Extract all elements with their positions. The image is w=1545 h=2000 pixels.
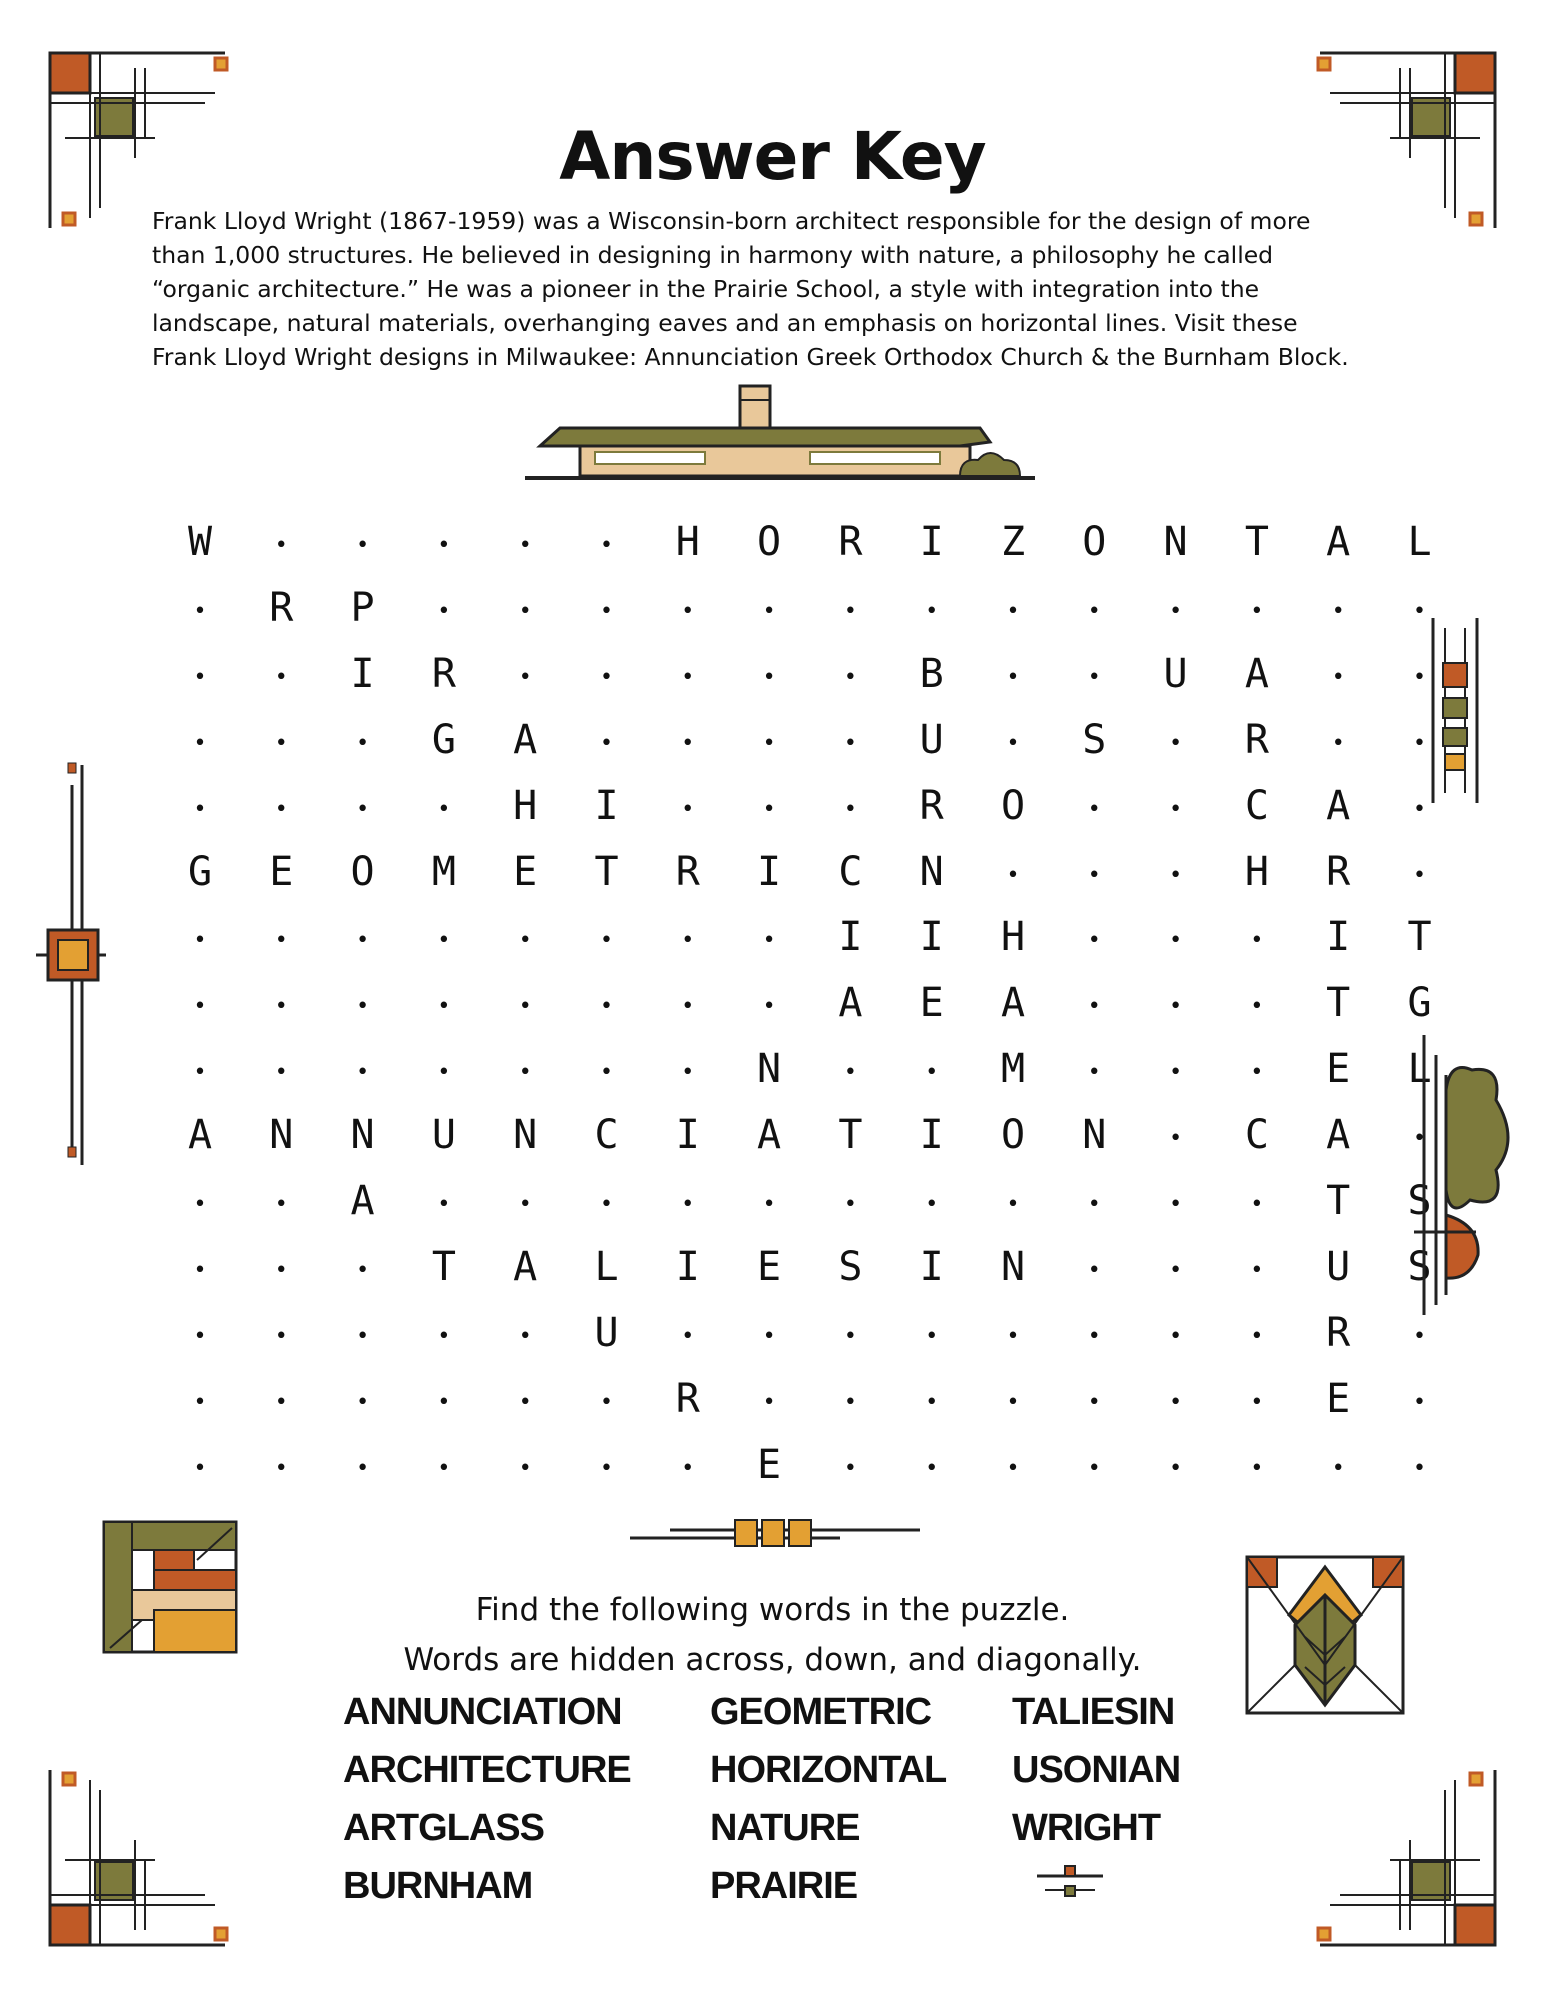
grid-cell: I <box>350 650 375 697</box>
grid-cell: • <box>274 1060 288 1086</box>
grid-cell: N <box>513 1112 538 1159</box>
grid-cell: • <box>681 796 695 822</box>
grid-cell: I <box>919 1243 944 1290</box>
grid-cell: A <box>513 716 538 763</box>
grid-cell: • <box>925 598 939 624</box>
grid-cell: • <box>1412 598 1427 624</box>
grid-cell: • <box>599 664 614 690</box>
grid-cell: • <box>1331 598 1345 624</box>
grid-cell: • <box>193 796 207 822</box>
grid-cell: • <box>1087 796 1101 822</box>
grid-cell: I <box>675 1243 700 1290</box>
grid-cell: • <box>599 598 614 624</box>
grid-cell: • <box>681 1323 695 1349</box>
corner-ornament-top-left <box>45 48 235 238</box>
grid-cell: N <box>350 1112 375 1159</box>
grid-cell: A <box>1326 1112 1351 1159</box>
grid-cell: L <box>594 1243 619 1290</box>
grid-cell: • <box>274 1455 288 1481</box>
grid-cell: • <box>437 928 451 954</box>
grid-cell: E <box>757 1243 782 1290</box>
grid-cell: • <box>1087 928 1101 954</box>
grid-cell: O <box>1000 1112 1026 1159</box>
grid-cell: • <box>1006 1389 1020 1415</box>
grid-cell: • <box>843 730 858 756</box>
grid-cell: I <box>1326 914 1351 961</box>
corner-ornament-bottom-right <box>1310 1760 1500 1950</box>
intro-line: landscape, natural materials, overhanging eaves and an emphasis on horizontal lines. Visit these <box>152 309 1298 337</box>
grid-cell: H <box>513 782 538 829</box>
grid-cell: I <box>919 519 944 565</box>
grid-cell: • <box>1168 928 1183 954</box>
grid-cell: • <box>193 1323 207 1349</box>
grid-cell: • <box>193 1060 207 1086</box>
grid-cell: P <box>350 584 375 631</box>
grid-cell: G <box>1407 980 1432 1027</box>
grid-cell: • <box>437 1323 451 1349</box>
grid-cell: A <box>757 1112 782 1159</box>
grid-cell: • <box>355 796 370 822</box>
grid-cell: • <box>1006 862 1020 888</box>
grid-cell: A <box>187 1112 213 1159</box>
grid-cell: • <box>1412 1126 1427 1152</box>
grid-cell: N <box>1082 1112 1107 1159</box>
grid-cell: O <box>757 519 782 565</box>
left-side-ornament <box>36 755 106 1175</box>
grid-cell: • <box>681 598 695 624</box>
grid-cell: N <box>757 1046 782 1093</box>
grid-cell: A <box>1326 782 1351 829</box>
grid-cell: • <box>1087 994 1101 1020</box>
grid-cell: R <box>431 650 456 697</box>
grid-cell: • <box>1006 1323 1020 1349</box>
grid-cell: • <box>437 533 451 558</box>
grid-cell: R <box>269 584 294 631</box>
grid-cell: • <box>355 1257 370 1283</box>
grid-cell: R <box>1326 1309 1351 1356</box>
grid-cell: • <box>355 1323 370 1349</box>
grid-cell: • <box>193 1192 207 1217</box>
instruction-line: Words are hidden across, down, and diagonally. <box>403 1642 1142 1678</box>
grid-cell: S <box>1082 716 1107 763</box>
grid-cell: • <box>1331 1455 1345 1481</box>
grid-cell: • <box>193 994 207 1020</box>
grid-cell: S <box>838 1243 863 1290</box>
grid-cell: G <box>187 848 213 895</box>
grid-cell: A <box>513 1243 538 1290</box>
grid-cell: E <box>1326 1046 1351 1093</box>
word-list-item: NATURE <box>710 1807 860 1849</box>
grid-cell: • <box>762 796 776 822</box>
grid-cell: • <box>1087 1257 1101 1283</box>
grid-cell: • <box>1250 1323 1264 1349</box>
grid-cell: U <box>1163 650 1188 697</box>
grid-cell: U <box>919 716 944 763</box>
grid-cell: • <box>437 796 451 822</box>
word-list-item: HORIZONTAL <box>710 1749 947 1791</box>
grid-cell: R <box>675 1375 700 1422</box>
grid-cell: • <box>599 1060 614 1086</box>
grid-cell: N <box>269 1112 294 1159</box>
grid-cell: T <box>431 1243 456 1290</box>
grid-cell: • <box>437 1389 451 1415</box>
grid-cell: • <box>1168 598 1183 624</box>
grid-cell: • <box>762 928 776 954</box>
grid-cell: • <box>1087 862 1101 888</box>
grid-cell: • <box>193 1257 207 1283</box>
grid-cell: O <box>1082 519 1107 565</box>
grid-cell: • <box>599 994 614 1020</box>
grid-cell: • <box>1006 730 1020 756</box>
grid-cell: • <box>1087 1192 1101 1217</box>
grid-cell: • <box>355 1455 370 1481</box>
grid-cell: • <box>843 1455 858 1481</box>
grid-cell: • <box>925 1455 939 1481</box>
grid-cell: A <box>350 1178 375 1224</box>
grid-cell: T <box>1326 1178 1351 1224</box>
grid-cell: • <box>925 1192 939 1217</box>
grid-cell: H <box>675 519 700 565</box>
grid-cell: E <box>269 848 294 895</box>
grid-cell: I <box>919 1112 944 1159</box>
grid-cell: • <box>843 796 858 822</box>
grid-cell: • <box>1087 664 1101 690</box>
word-list-item: GEOMETRIC <box>710 1691 932 1733</box>
grid-cell: • <box>1250 994 1264 1020</box>
grid-cell: E <box>513 848 538 895</box>
grid-cell: • <box>1006 1192 1020 1217</box>
grid-cell: M <box>431 848 456 895</box>
grid-cell: B <box>919 650 944 697</box>
grid-cell: • <box>1412 862 1427 888</box>
grid-cell: C <box>838 848 863 895</box>
grid-cell: • <box>1412 730 1427 756</box>
grid-cell: • <box>1412 1389 1427 1415</box>
word-list-item: ARTGLASS <box>343 1807 544 1849</box>
grid-cell: • <box>843 1389 858 1415</box>
grid-cell: • <box>681 1060 695 1086</box>
grid-cell: R <box>1244 716 1269 763</box>
grid-cell: • <box>518 928 532 954</box>
grid-cell: T <box>1244 519 1269 565</box>
grid-cell: • <box>518 994 532 1020</box>
grid-cell: • <box>681 730 695 756</box>
grid-cell: • <box>1168 862 1183 888</box>
grid-cell: N <box>919 848 944 895</box>
grid-cell: • <box>599 1192 614 1217</box>
word-list-item: ANNUNCIATION <box>343 1691 622 1733</box>
grid-cell: • <box>1006 1455 1020 1481</box>
word-list-item: WRIGHT <box>1012 1807 1161 1849</box>
grid-cell: • <box>1087 1060 1101 1086</box>
divider-ornament <box>630 1508 930 1548</box>
grid-cell: • <box>1087 1389 1101 1415</box>
corner-ornament-top-right <box>1310 48 1500 238</box>
grid-cell: • <box>1168 1389 1183 1415</box>
grid-cell: • <box>843 598 858 624</box>
grid-cell: • <box>681 994 695 1020</box>
grid-cell: • <box>1168 1060 1183 1086</box>
grid-cell: • <box>355 994 370 1020</box>
grid-cell: • <box>193 598 207 624</box>
grid-cell: I <box>838 914 863 961</box>
grid-cell: O <box>1000 782 1026 829</box>
word-list-item: BURNHAM <box>343 1865 533 1907</box>
grid-cell: R <box>675 848 700 895</box>
grid-cell: • <box>925 1060 939 1086</box>
grid-cell: • <box>762 1389 776 1415</box>
grid-cell: • <box>1331 664 1345 690</box>
grid-cell: Z <box>1000 519 1026 565</box>
intro-line: Frank Lloyd Wright designs in Milwaukee: Annunciation Greek Orthodox Church & the Burnham Block. <box>152 343 1349 371</box>
grid-cell: • <box>193 928 207 954</box>
grid-cell: L <box>1407 519 1432 565</box>
grid-cell: • <box>355 730 370 756</box>
grid-cell: • <box>274 928 288 954</box>
stained-glass-ornament <box>1245 1555 1405 1715</box>
grid-cell: R <box>1326 848 1351 895</box>
grid-cell: • <box>1250 1060 1264 1086</box>
grid-cell: E <box>757 1441 782 1488</box>
grid-cell: • <box>1250 1192 1264 1217</box>
intro-line: “organic architecture.” He was a pioneer in the Prairie School, a style with integration into the <box>152 275 1260 303</box>
grid-cell: • <box>1168 1192 1183 1217</box>
grid-cell: • <box>681 1192 695 1217</box>
grid-cell: T <box>1326 980 1351 1027</box>
grid-cell: C <box>1244 1112 1269 1159</box>
grid-cell: • <box>681 664 695 690</box>
grid-cell: • <box>518 533 532 558</box>
grid-cell: • <box>355 928 370 954</box>
grid-cell: • <box>925 1389 939 1415</box>
word-list-item: PRAIRIE <box>710 1865 858 1907</box>
grid-cell: • <box>518 1389 532 1415</box>
grid-cell: • <box>1168 1455 1183 1481</box>
grid-cell: • <box>193 1389 207 1415</box>
grid-cell: A <box>838 980 863 1027</box>
grid-cell: • <box>1331 730 1345 756</box>
grid-cell: • <box>193 664 207 690</box>
grid-cell: • <box>518 664 532 690</box>
grid-cell: I <box>757 848 782 895</box>
grid-cell: • <box>681 1455 695 1481</box>
grid-cell: • <box>274 1192 288 1217</box>
grid-cell: O <box>350 848 375 895</box>
instruction-line: Find the following words in the puzzle. <box>475 1592 1070 1628</box>
grid-cell: • <box>1087 1323 1101 1349</box>
grid-cell: • <box>193 730 207 756</box>
grid-cell: • <box>1250 1257 1264 1283</box>
grid-cell: • <box>925 1323 939 1349</box>
grid-cell: • <box>518 1060 532 1086</box>
grid-cell: N <box>1000 1243 1026 1290</box>
grid-cell: H <box>1244 848 1269 895</box>
grid-cell: • <box>1250 598 1264 624</box>
grid-cell: U <box>431 1112 456 1159</box>
grid-cell: • <box>518 1455 532 1481</box>
grid-cell: • <box>355 533 370 558</box>
grid-cell: • <box>762 598 776 624</box>
grid-cell: S <box>1407 1243 1432 1290</box>
grid-cell: • <box>1412 1455 1427 1481</box>
grid-cell: E <box>1326 1375 1351 1422</box>
grid-cell: • <box>1250 1455 1264 1481</box>
grid-cell: R <box>919 782 944 829</box>
grid-cell: • <box>274 533 288 558</box>
grid-cell: • <box>843 1192 858 1217</box>
grid-cell: • <box>1412 1323 1427 1349</box>
grid-cell: • <box>1006 598 1020 624</box>
grid-cell: C <box>594 1112 619 1159</box>
grid-cell: • <box>1087 598 1101 624</box>
grid-cell: • <box>1250 1389 1264 1415</box>
grid-cell: • <box>193 1455 207 1481</box>
grid-cell: M <box>1000 1046 1026 1093</box>
grid-cell: S <box>1407 1178 1432 1224</box>
grid-cell: • <box>599 533 614 558</box>
grid-cell: T <box>594 848 619 895</box>
grid-cell: • <box>762 1192 776 1217</box>
grid-cell: • <box>1412 664 1427 690</box>
grid-cell: W <box>187 519 213 565</box>
grid-cell: I <box>675 1112 700 1159</box>
grid-cell: • <box>762 664 776 690</box>
word-list-item: USONIAN <box>1012 1749 1181 1791</box>
grid-cell: • <box>1168 1323 1183 1349</box>
intro-line: Frank Lloyd Wright (1867-1959) was a Wisconsin-born architect responsible for the design of more <box>152 207 1311 235</box>
grid-cell: H <box>1000 914 1026 961</box>
grid-cell: • <box>274 664 288 690</box>
small-ornament <box>1035 1862 1105 1902</box>
grid-cell: • <box>1168 994 1183 1020</box>
grid-cell: N <box>1163 519 1188 565</box>
grid-cell: • <box>355 1060 370 1086</box>
corner-ornament-bottom-left <box>45 1760 235 1950</box>
grid-cell: • <box>599 1389 614 1415</box>
grid-cell: • <box>437 1060 451 1086</box>
grid-cell: • <box>1087 1455 1101 1481</box>
grid-cell: • <box>274 796 288 822</box>
grid-cell: I <box>919 914 944 961</box>
grid-cell: • <box>274 1389 288 1415</box>
grid-cell: • <box>1168 796 1183 822</box>
grid-cell: A <box>1000 980 1026 1027</box>
grid-cell: L <box>1407 1046 1432 1093</box>
right-tree-ornament <box>1410 1030 1510 1320</box>
grid-cell: C <box>1244 782 1269 829</box>
intro-line: than 1,000 structures. He believed in designing in harmony with nature, a philosophy he called <box>152 241 1274 269</box>
grid-cell: • <box>274 730 288 756</box>
grid-cell: U <box>1326 1243 1351 1290</box>
grid-cell: • <box>762 1323 776 1349</box>
grid-cell: • <box>274 1323 288 1349</box>
grid-cell: • <box>437 598 451 624</box>
grid-cell: • <box>1168 1257 1183 1283</box>
grid-cell: • <box>1250 928 1264 954</box>
grid-cell: • <box>274 1257 288 1283</box>
grid-cell: A <box>1244 650 1269 697</box>
grid-cell: • <box>681 928 695 954</box>
square-tile-ornament <box>102 1520 238 1654</box>
grid-cell: • <box>1168 730 1183 756</box>
right-window-ornament <box>1425 618 1485 808</box>
grid-cell: • <box>1168 1126 1183 1152</box>
grid-cell: • <box>762 994 776 1020</box>
grid-cell: • <box>518 1323 532 1349</box>
grid-cell: • <box>437 994 451 1020</box>
grid-cell: A <box>1326 519 1351 565</box>
word-list-item: ARCHITECTURE <box>343 1749 631 1791</box>
grid-cell: T <box>1407 914 1432 961</box>
grid-cell: • <box>843 1323 858 1349</box>
grid-cell: E <box>919 980 944 1027</box>
grid-cell: • <box>274 994 288 1020</box>
grid-cell: • <box>843 664 858 690</box>
grid-cell: • <box>599 730 614 756</box>
grid-cell: T <box>838 1112 863 1159</box>
grid-cell: U <box>594 1309 619 1356</box>
grid-cell: • <box>518 598 532 624</box>
grid-cell: • <box>599 1455 614 1481</box>
grid-cell: I <box>594 782 619 829</box>
grid-cell: • <box>599 928 614 954</box>
grid-cell: R <box>838 519 863 565</box>
grid-cell: • <box>437 1455 451 1481</box>
grid-cell: • <box>437 1192 451 1217</box>
grid-cell: G <box>431 716 456 763</box>
grid-cell: • <box>355 1389 370 1415</box>
grid-cell: • <box>1412 796 1427 822</box>
word-list-item: TALIESIN <box>1012 1691 1175 1733</box>
page-title: Answer Key <box>559 118 986 195</box>
grid-cell: • <box>518 1192 532 1217</box>
grid-cell: • <box>762 730 776 756</box>
grid-cell: • <box>1006 664 1020 690</box>
grid-cell: • <box>843 1060 858 1086</box>
